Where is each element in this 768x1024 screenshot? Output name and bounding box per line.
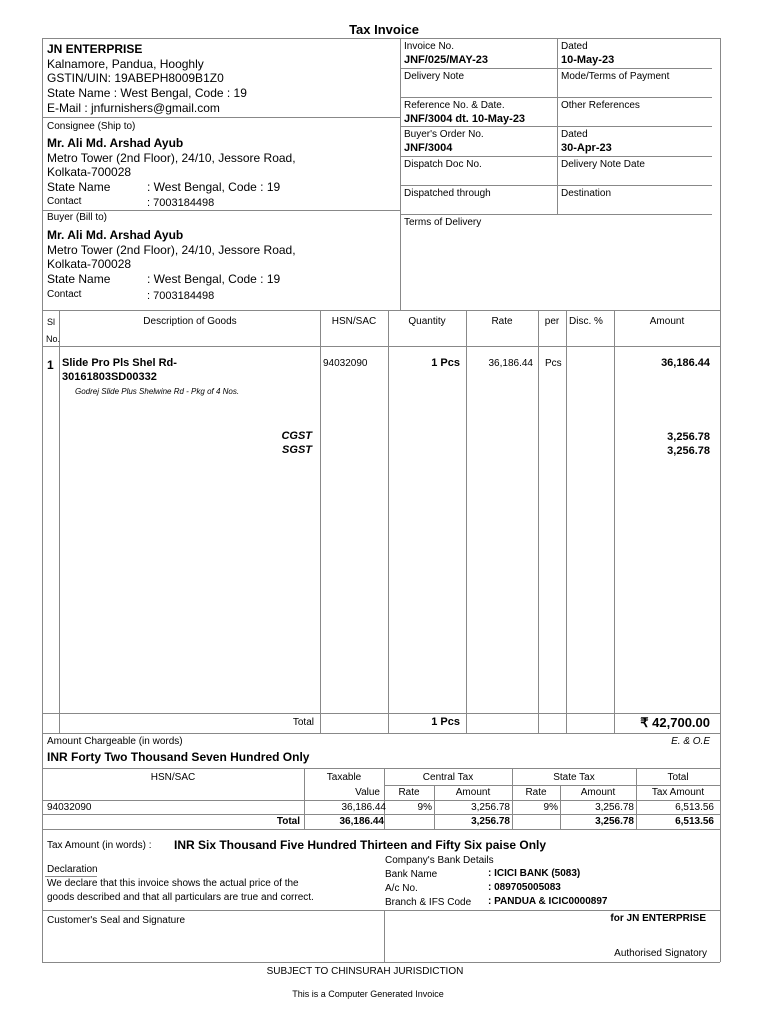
tax-words-value: INR Six Thousand Five Hundred Thirteen and Fifty Six paise Only [174, 838, 547, 852]
col-hsn: HSN/SAC [331, 316, 377, 327]
item-per: Pcs [545, 358, 562, 369]
bank-branch-value: : PANDUA & ICIC0000897 [488, 896, 608, 907]
col-amount: Amount [649, 316, 685, 327]
hsn-col-state-amount: Amount [580, 787, 616, 798]
seller-address: Kalnamore, Pandua, Hooghly [47, 57, 204, 71]
cgst-label: CGST [281, 430, 312, 442]
divider [400, 68, 712, 69]
divider [59, 310, 60, 733]
hsn-row-code: 94032090 [47, 802, 92, 813]
items-total-amount: ₹ 42,700.00 [640, 715, 710, 730]
col-rate: Rate [491, 316, 513, 327]
jurisdiction-note: SUBJECT TO CHINSURAH JURISDICTION [266, 966, 464, 977]
hsn-row-state-amount: 3,256.78 [595, 802, 634, 813]
hsn-total-label: Total [276, 816, 300, 827]
bank-heading: Company's Bank Details [385, 855, 494, 866]
seller-name: JN ENTERPRISE [47, 42, 143, 56]
hsn-total-total: 6,513.56 [675, 816, 714, 827]
divider [42, 910, 720, 911]
buyer-name: Mr. Ali Md. Arshad Ayub [47, 228, 184, 242]
divider [566, 310, 567, 733]
delivery-note-label: Delivery Note [404, 71, 465, 82]
consignee-state-value: : West Bengal, Code : 19 [147, 180, 281, 194]
cgst-amount: 3,256.78 [667, 431, 710, 443]
declaration-heading: Declaration [47, 864, 98, 875]
delivery-note-date-label: Delivery Note Date [561, 159, 645, 170]
sgst-amount: 3,256.78 [667, 445, 710, 457]
divider [42, 733, 720, 734]
mode-terms-label: Mode/Terms of Payment [561, 71, 670, 82]
invoice-no-label: Invoice No. [404, 41, 455, 52]
consignee-address-1: Metro Tower (2nd Floor), 24/10, Jessore Road, [47, 151, 296, 165]
hsn-col-state-rate: Rate [525, 787, 547, 798]
col-quantity: Quantity [408, 316, 446, 327]
computer-generated-note: This is a Computer Generated Invoice [292, 989, 444, 999]
buyer-heading: Buyer (Bill to) [47, 212, 108, 223]
sgst-label: SGST [282, 444, 312, 456]
hsn-row-central-amount: 3,256.78 [471, 802, 510, 813]
divider [400, 214, 712, 215]
buyers-order-value: JNF/3004 [404, 142, 453, 154]
consignee-name: Mr. Ali Md. Arshad Ayub [47, 136, 184, 150]
items-total-label: Total [292, 717, 314, 728]
consignee-heading: Consignee (Ship to) [47, 121, 136, 132]
terms-of-delivery-label: Terms of Delivery [404, 217, 482, 228]
border-left [42, 38, 43, 962]
hsn-col-total-2: Tax Amount [651, 787, 705, 798]
consignee-contact-value: : 7003184498 [147, 197, 215, 209]
buyers-order-label: Buyer's Order No. [404, 129, 484, 140]
divider [42, 829, 720, 830]
item-name-line1: Slide Pro Pls Shel Rd- [62, 357, 177, 369]
order-dated-label: Dated [561, 129, 588, 140]
divider [42, 713, 720, 714]
consignee-address-2: Kolkata-700028 [47, 165, 132, 179]
hsn-row-state-rate: 9% [543, 802, 558, 813]
hsn-col-taxable-2: Value [355, 787, 380, 798]
tax-words-label: Tax Amount (in words) : [47, 840, 152, 851]
dispatched-through-label: Dispatched through [404, 188, 491, 199]
hsn-total-central-amount: 3,256.78 [471, 816, 510, 827]
divider [42, 814, 720, 815]
border-bottom [42, 962, 720, 963]
item-amount: 36,186.44 [661, 357, 710, 369]
divider [388, 310, 389, 733]
consignee-state-label: State Name [47, 180, 111, 194]
hsn-col-central-amount: Amount [455, 787, 491, 798]
dispatch-doc-label: Dispatch Doc No. [404, 159, 482, 170]
buyer-state-label: State Name [47, 272, 111, 286]
divider [400, 185, 712, 186]
col-sl: Sl [47, 317, 56, 327]
hsn-col-central: Central Tax [422, 772, 474, 783]
eoe: E. & O.E [671, 736, 710, 747]
divider [538, 310, 539, 733]
seller-state: State Name : West Bengal, Code : 19 [47, 86, 247, 100]
consignee-contact-label: Contact [47, 196, 82, 207]
hsn-row-central-rate: 9% [417, 802, 432, 813]
declaration-line-1: We declare that this invoice shows the actual price of the [47, 878, 299, 889]
divider [45, 876, 97, 877]
bank-name-value: : ICICI BANK (5083) [488, 868, 581, 879]
items-total-quantity: 1 Pcs [431, 716, 460, 728]
divider [400, 97, 712, 98]
buyer-contact-label: Contact [47, 289, 82, 300]
col-per: per [544, 316, 560, 327]
reference-value: JNF/3004 dt. 10-May-23 [404, 113, 526, 125]
divider [42, 210, 400, 211]
seller-email: E-Mail : jnfurnishers@gmail.com [47, 101, 220, 115]
dated-label: Dated [561, 41, 588, 52]
hsn-col-taxable-1: Taxable [326, 772, 362, 783]
border-top [42, 38, 720, 39]
item-subtext: Godrej Slide Plus Shelwine Rd - Pkg of 4 Nos. [75, 387, 240, 396]
buyer-address-1: Metro Tower (2nd Floor), 24/10, Jessore Road, [47, 243, 296, 257]
item-sl: 1 [47, 358, 54, 372]
hsn-total-state-amount: 3,256.78 [595, 816, 634, 827]
divider [42, 310, 720, 311]
hsn-row-total: 6,513.56 [675, 802, 714, 813]
customer-seal-signature: Customer's Seal and Signature [47, 915, 186, 926]
other-references-label: Other References [561, 100, 640, 111]
divider [42, 117, 400, 118]
amount-words-label: Amount Chargeable (in words) [47, 736, 183, 747]
hsn-col-total-1: Total [667, 772, 689, 783]
divider [320, 310, 321, 733]
divider [466, 310, 467, 733]
amount-words-value: INR Forty Two Thousand Seven Hundred Only [47, 750, 310, 764]
divider [400, 156, 712, 157]
col-no: No. [46, 334, 61, 344]
buyer-contact-value: : 7003184498 [147, 290, 215, 302]
invoice-no: JNF/025/MAY-23 [404, 54, 488, 66]
divider [384, 910, 385, 962]
authorised-signatory: Authorised Signatory [614, 948, 707, 959]
divider [614, 310, 615, 733]
hsn-row-taxable: 36,186.44 [341, 802, 386, 813]
divider [42, 800, 720, 801]
order-dated-value: 30-Apr-23 [561, 142, 612, 154]
declaration-line-2: goods described and that all particulars are true and correct. [47, 892, 314, 903]
bank-branch-label: Branch & IFS Code [385, 897, 472, 908]
invoice-title: Tax Invoice [349, 22, 419, 37]
reference-label: Reference No. & Date. [404, 100, 505, 111]
header-divider [400, 38, 401, 310]
item-name-line2: 30161803SD00332 [62, 371, 157, 383]
divider [400, 126, 712, 127]
for-company: for JN ENTERPRISE [610, 913, 706, 924]
bank-ac-label: A/c No. [385, 883, 418, 894]
dated-value: 10-May-23 [561, 54, 615, 66]
bank-name-label: Bank Name [385, 869, 438, 880]
hsn-total-taxable: 36,186.44 [339, 816, 384, 827]
item-rate: 36,186.44 [488, 358, 533, 369]
col-description: Description of Goods [143, 316, 237, 327]
buyer-address-2: Kolkata-700028 [47, 257, 132, 271]
destination-label: Destination [561, 188, 612, 199]
buyer-state-value: : West Bengal, Code : 19 [147, 272, 281, 286]
border-right [720, 38, 721, 962]
seller-gstin: GSTIN/UIN: 19ABEPH8009B1Z0 [47, 71, 224, 85]
col-disc: Disc. % [569, 316, 603, 327]
bank-ac-value: : 089705005083 [488, 882, 561, 893]
item-quantity: 1 Pcs [431, 357, 460, 369]
item-hsn: 94032090 [323, 358, 368, 369]
divider [42, 768, 720, 769]
hsn-col-state: State Tax [553, 772, 595, 783]
hsn-col-hsn: HSN/SAC [150, 772, 196, 783]
divider [42, 346, 720, 347]
hsn-col-central-rate: Rate [398, 787, 420, 798]
